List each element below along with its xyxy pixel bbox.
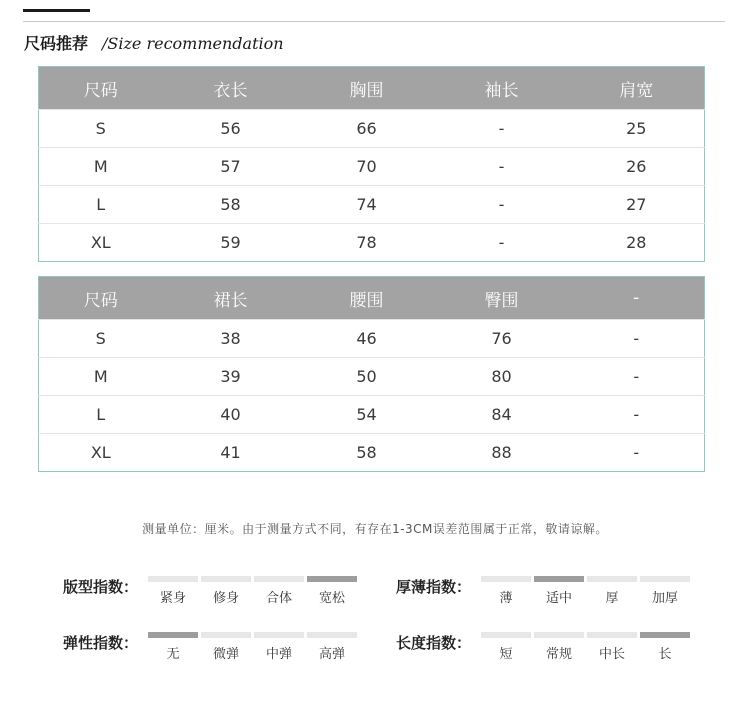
thickness-option (587, 576, 637, 606)
header-size: 尺码 (39, 277, 163, 320)
table-cell: - (569, 396, 705, 434)
table-cell: M (39, 148, 163, 186)
header-hip: 臀围 (435, 277, 569, 320)
table-cell: 59 (163, 224, 299, 262)
table-row (39, 224, 705, 262)
table-cell: - (435, 148, 569, 186)
elastic-option-label: 高弹 (318, 647, 345, 662)
length-option-label: 长 (658, 647, 672, 662)
table-cell: 58 (163, 186, 299, 224)
table-cell: - (569, 434, 705, 472)
header-empty: - (569, 277, 705, 320)
elastic-index-label: 弹性指数： (63, 634, 139, 652)
fit-option-bar (254, 576, 304, 582)
table-header-row (39, 277, 705, 320)
length-option-label: 常规 (545, 647, 572, 662)
table-cell: 84 (435, 396, 569, 434)
table-cell: 28 (569, 224, 705, 262)
length-option-bar (640, 632, 690, 638)
section-title (24, 31, 284, 54)
table-cell: 25 (569, 110, 705, 148)
thickness-option-bar (587, 576, 637, 582)
measurement-note: 测量单位：厘米。由于测量方式不同，有存在1-3CM误差范围属于正常，敬请谅解。 (142, 522, 608, 536)
elastic-option-label: 中弹 (265, 647, 292, 662)
header-bust: 胸围 (299, 67, 435, 110)
fit-option-bar (201, 576, 251, 582)
table-cell: 56 (163, 110, 299, 148)
table-cell: 58 (299, 434, 435, 472)
header-waist: 腰围 (299, 277, 435, 320)
fit-option-bar (307, 576, 357, 582)
elastic-option (148, 632, 198, 662)
table-cell: 40 (163, 396, 299, 434)
fit-option (148, 576, 198, 606)
elastic-index (63, 632, 363, 668)
thickness-option-label: 加厚 (651, 591, 678, 606)
length-option-bar (481, 632, 531, 638)
length-index-label: 长度指数： (396, 634, 472, 652)
table-cell: 76 (435, 320, 569, 358)
thickness-option-label: 薄 (499, 591, 513, 606)
header-shoulder: 肩宽 (569, 67, 705, 110)
elastic-option-bar (307, 632, 357, 638)
table-cell: L (39, 186, 163, 224)
fit-option-label: 紧身 (159, 591, 186, 606)
header-skirt-length: 裙长 (163, 277, 299, 320)
table-cell: M (39, 358, 163, 396)
fit-option-label: 合体 (265, 591, 292, 606)
table-row (39, 396, 705, 434)
elastic-option-bar (201, 632, 251, 638)
table-header-row (39, 67, 705, 110)
length-option-label: 短 (499, 647, 513, 662)
thickness-option (481, 576, 531, 606)
table-row (39, 358, 705, 396)
table-cell: S (39, 320, 163, 358)
fit-option-label: 修身 (212, 591, 239, 606)
length-option-bar (587, 632, 637, 638)
thickness-option-bar (534, 576, 584, 582)
fit-index (63, 576, 363, 612)
length-option (481, 632, 531, 662)
fit-option-bar (148, 576, 198, 582)
thickness-option-bar (640, 576, 690, 582)
header-divider (23, 21, 725, 22)
elastic-option (307, 632, 357, 662)
length-option (534, 632, 584, 662)
thickness-option (534, 576, 584, 606)
table-cell: 54 (299, 396, 435, 434)
table-cell: 41 (163, 434, 299, 472)
table-cell: XL (39, 224, 163, 262)
table-row (39, 148, 705, 186)
elastic-option-bar (148, 632, 198, 638)
table-cell: 50 (299, 358, 435, 396)
fit-option (201, 576, 251, 606)
table-cell: 80 (435, 358, 569, 396)
table-cell: S (39, 110, 163, 148)
fit-option (307, 576, 357, 606)
size-table-bottom (38, 276, 705, 472)
table-cell: 26 (569, 148, 705, 186)
header-sleeve: 袖长 (435, 67, 569, 110)
table-cell: 38 (163, 320, 299, 358)
length-option (587, 632, 637, 662)
length-option-bar (534, 632, 584, 638)
table-cell: 57 (163, 148, 299, 186)
elastic-option (254, 632, 304, 662)
table-cell: - (435, 224, 569, 262)
table-cell: 39 (163, 358, 299, 396)
table-row (39, 434, 705, 472)
thickness-option-label: 厚 (605, 591, 619, 606)
table-row (39, 110, 705, 148)
thickness-option (640, 576, 690, 606)
table-cell: 78 (299, 224, 435, 262)
table-cell: 88 (435, 434, 569, 472)
elastic-option-label: 无 (166, 647, 180, 662)
table-row (39, 320, 705, 358)
header-size: 尺码 (39, 67, 163, 110)
elastic-option-bar (254, 632, 304, 638)
table-cell: 46 (299, 320, 435, 358)
table-cell: - (435, 110, 569, 148)
header-accent-rule (23, 9, 90, 12)
table-cell: - (435, 186, 569, 224)
length-option (640, 632, 690, 662)
length-index (396, 632, 696, 668)
fit-index-label: 版型指数： (63, 578, 139, 596)
thickness-option-label: 适中 (545, 591, 572, 606)
elastic-option (201, 632, 251, 662)
table-row (39, 186, 705, 224)
size-table-top (38, 66, 705, 262)
thickness-index-label: 厚薄指数： (396, 578, 472, 596)
fit-option-label: 宽松 (318, 591, 345, 606)
table-cell: L (39, 396, 163, 434)
thickness-index (396, 576, 696, 612)
table-cell: - (569, 358, 705, 396)
thickness-option-bar (481, 576, 531, 582)
table-cell: XL (39, 434, 163, 472)
title-english: /Size recommendation (102, 34, 284, 53)
table-cell: 27 (569, 186, 705, 224)
header-length: 衣长 (163, 67, 299, 110)
length-option-label: 中长 (598, 647, 625, 662)
table-cell: 74 (299, 186, 435, 224)
table-cell: - (569, 320, 705, 358)
fit-option (254, 576, 304, 606)
elastic-option-label: 微弹 (212, 647, 239, 662)
title-chinese: 尺码推荐 (24, 34, 89, 53)
table-cell: 66 (299, 110, 435, 148)
table-cell: 70 (299, 148, 435, 186)
